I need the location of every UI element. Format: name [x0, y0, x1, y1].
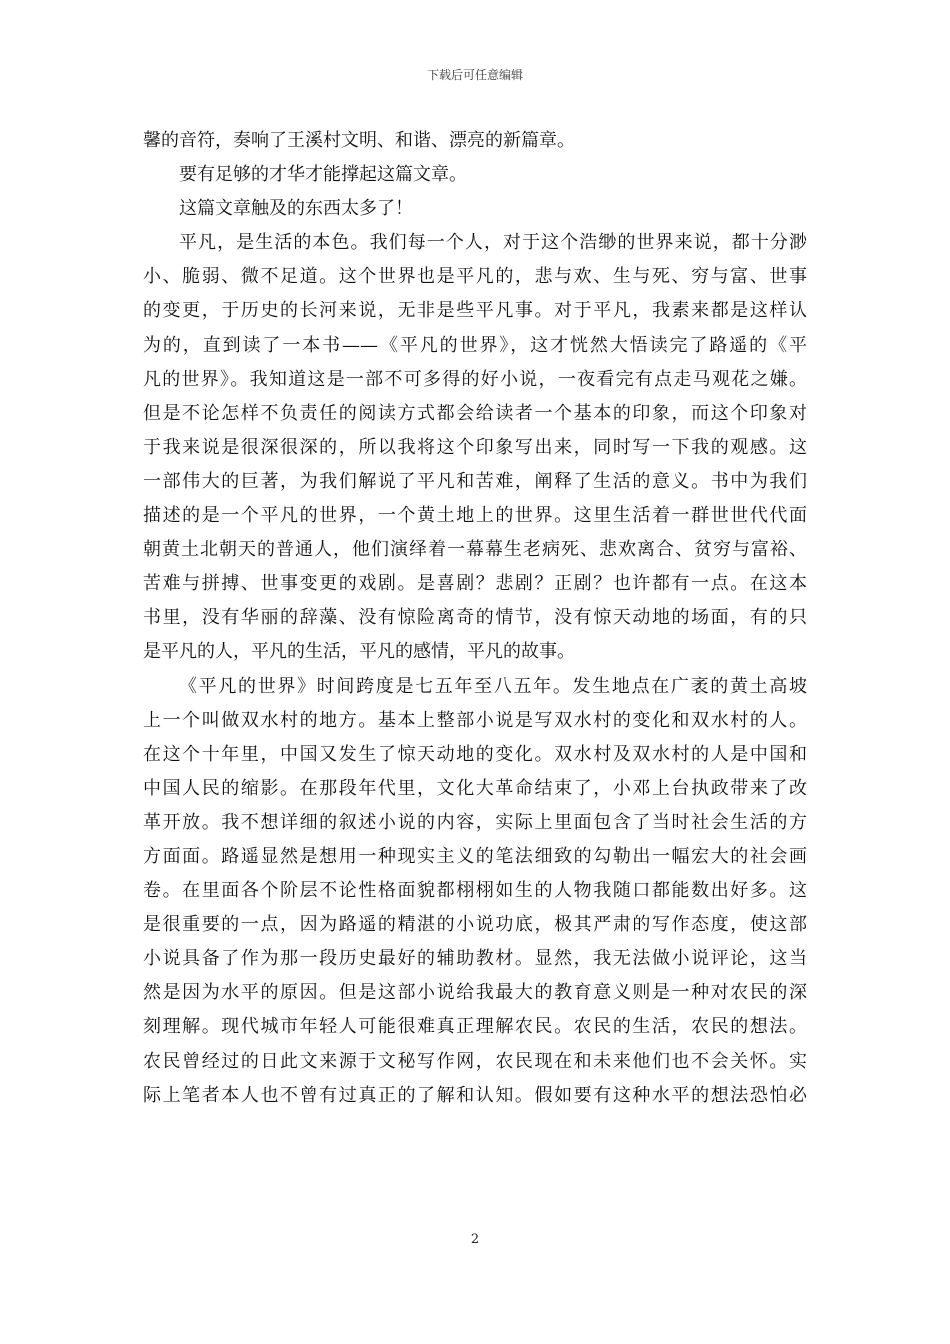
text-line: 是很重要的一点，因为路遥的精湛的小说功底，极其严肃的写作态度，使这部: [143, 914, 807, 936]
text-line: 一部伟大的巨著，为我们解说了平凡和苦难，阐释了生活的意义。书中为我们: [143, 470, 807, 492]
text-line: 描述的是一个平凡的世界，一个黄土地上的世界。这里生活着一群世世代代面: [143, 505, 807, 527]
text-line: 刻理解。现代城市年轻人可能很难真正理解农民。农民的生活，农民的想法。: [143, 1016, 807, 1038]
text-line: 朝黄土北朝天的普通人，他们演绎着一幕幕生老病死、悲欢离合、贫穷与富裕、: [143, 539, 807, 561]
text-line: 为的，直到读了一本书——《平凡的世界》，这才恍然大悟读完了路遥的《平: [143, 334, 807, 356]
text-line: 苦难与拼搏、世事变更的戏剧。是喜剧？悲剧？正剧？也许都有一点。在这本: [143, 573, 807, 595]
text-line: 馨的音符，奏响了王溪村文明、和谐、漂亮的新篇章。: [143, 130, 575, 151]
text-line: 是平凡的人，平凡的生活，平凡的感情，平凡的故事。: [143, 641, 575, 663]
text-line: 《平凡的世界》时间跨度是七五年至八五年。发生地点在广袤的黄土高坡: [179, 675, 807, 697]
text-line: 革开放。我不想详细的叙述小说的内容，实际上里面包含了当时社会生活的方: [143, 811, 807, 833]
text-line: 小、脆弱、微不足道。这个世界也是平凡的，悲与欢、生与死、穷与富、世事: [143, 266, 807, 288]
text-line: 这篇文章触及的东西太多了！: [179, 198, 413, 220]
text-line: 农民曾经过的日此文来源于文秘写作网，农民现在和未来他们也不会关怀。实: [143, 1050, 807, 1072]
text-line: 小说具备了作为那一段历史最好的辅助教材。显然，我无法做小说评论，这当: [143, 948, 807, 970]
text-line: 在这个十年里，中国又发生了惊天动地的变化。双水村及双水村的人是中国和: [143, 743, 807, 765]
text-line: 书里，没有华丽的辞藻、没有惊险离奇的情节，没有惊天动地的场面，有的只: [143, 607, 807, 629]
text-line: 但是不论怎样不负责任的阅读方式都会给读者一个基本的印象，而这个印象对: [143, 402, 807, 424]
text-line: 要有足够的才华才能撑起这篇文章。: [179, 164, 467, 186]
text-line: 的变更，于历史的长河来说，无非是些平凡事。对于平凡，我素来都是这样认: [143, 300, 807, 322]
text-line: 方面面。路遥显然是想用一种现实主义的笔法细致的勾勒出一幅宏大的社会画: [143, 845, 807, 867]
page-header: 下载后可任意编辑: [426, 68, 523, 82]
text-line: 中国人民的缩影。在那段年代里，文化大革命结束了，小邓上台执政带来了改: [143, 777, 807, 799]
text-line: 卷。在里面各个阶层不论性格面貌都栩栩如生的人物我随口都能数出好多。这: [143, 880, 807, 902]
text-line: 然是因为水平的原因。但是这部小说给我最大的教育意义则是一种对农民的深: [143, 982, 807, 1004]
text-line: 于我来说是很深很深的，所以我将这个印象写出来，同时写一下我的观感。这: [143, 436, 807, 458]
text-line: 凡的世界》。我知道这是一部不可多得的好小说，一夜看完有点走马观花之嫌。: [143, 368, 807, 390]
document-body: [143, 124, 807, 1113]
text-line: 上一个叫做双水村的地方。基本上整部小说是写双水村的变化和双水村的人。: [143, 709, 807, 731]
page-number: 2: [470, 1232, 480, 1247]
text-line: 际上笔者本人也不曾有过真正的了解和认知。假如要有这种水平的想法恐怕必: [143, 1084, 807, 1106]
text-line: 平凡，是生活的本色。我们每一个人，对于这个浩缈的世界来说，都十分渺: [179, 232, 807, 254]
